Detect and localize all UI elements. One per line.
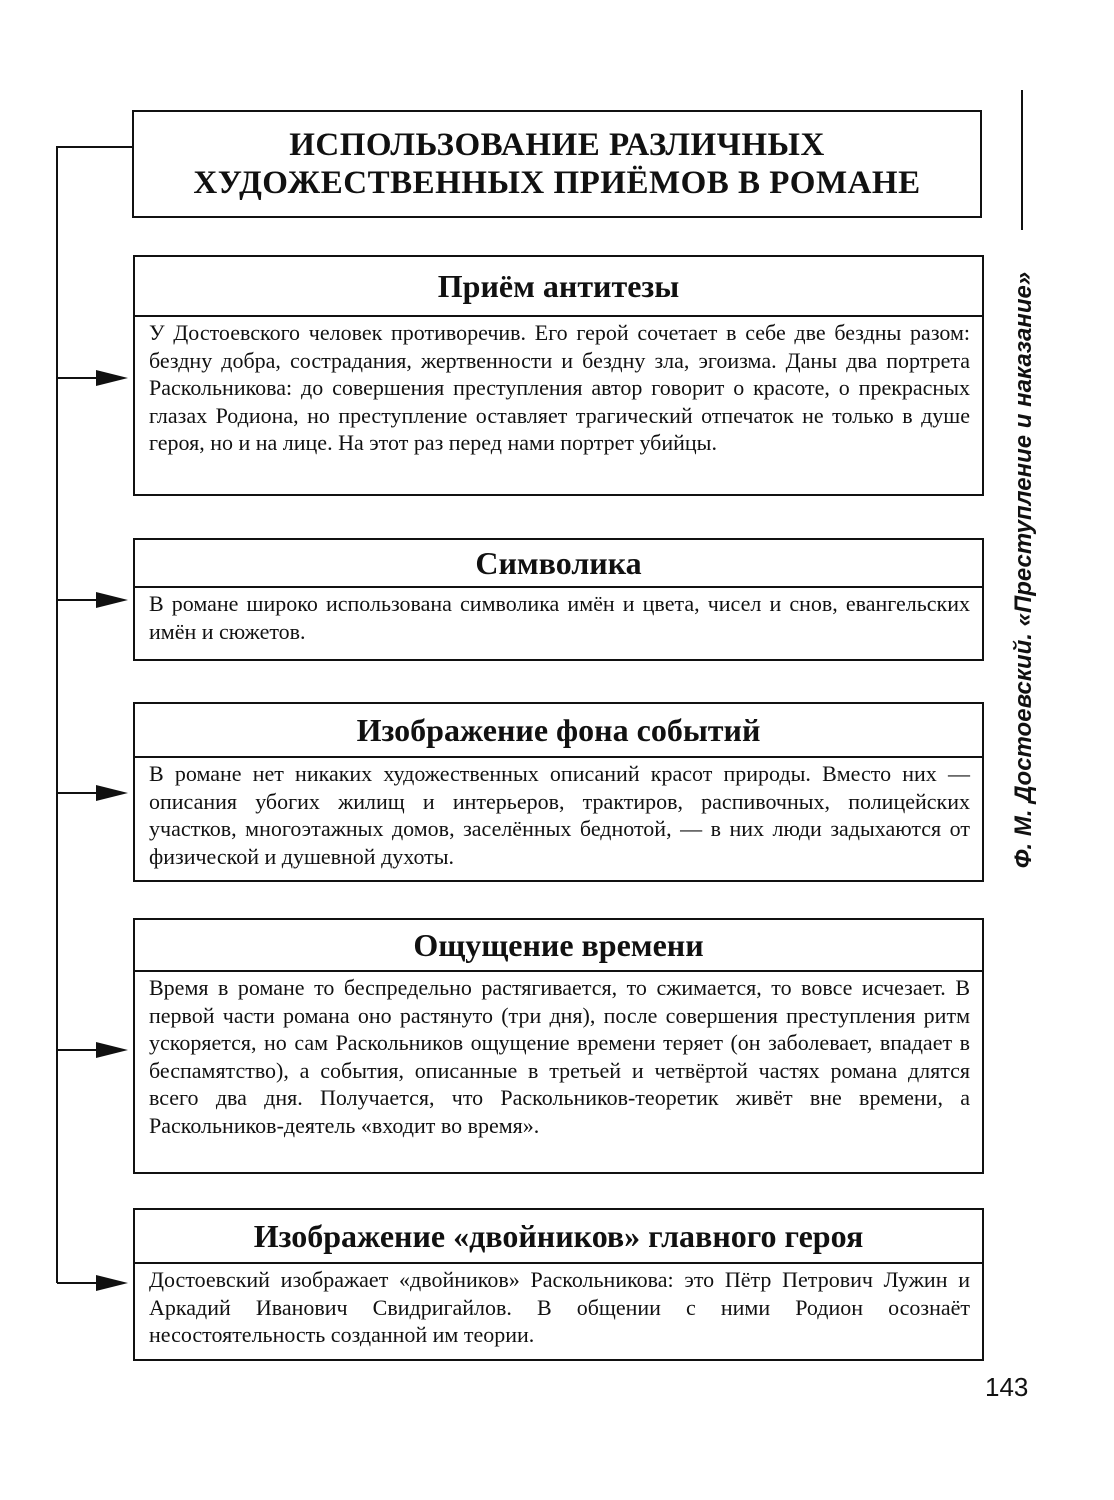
arrow-to-section-5 — [57, 1275, 128, 1291]
section-heading: Изображение «двойников» главного героя — [135, 1210, 982, 1264]
section-sense-of-time — [133, 918, 984, 1174]
section-text: Время в романе то беспредельно растягивается, то сжимается, то вовсе исчезает. В первой части романа оно растянуто (три дня), после совершения преступления ритм ускоряется, но сам Раскольников ощущение времени теряет (он заболевает, впадает в беспамятство), а события, описанные в третьей и четвёртой частях романа длятся всего два дня. Получается, что Раскольников-теоретик живёт вне времени, а Раскольников-деятель «входит во время». — [149, 975, 970, 1138]
diagram-title — [193, 126, 920, 202]
section-text: Достоевский изображает «двойников» Раскольникова: это Пётр Петрович Лужин и Аркадий Иванович Свидригайлов. В общении с ними Родион осознаёт несостоятельность созданной им теории. — [149, 1267, 970, 1347]
section-heading: Приём антитезы — [135, 257, 982, 317]
section-background-of-events — [133, 702, 984, 882]
section-heading: Изображение фона событий — [135, 704, 982, 758]
section-heading: Ощущение времени — [135, 920, 982, 972]
section-heading: Символика — [135, 540, 982, 588]
section-text: В романе широко использована символика имён и цвета, чисел и снов, евангельских имён и сюжетов. — [149, 591, 970, 644]
arrow-to-section-2 — [57, 592, 128, 608]
section-text: В романе нет никаких художественных описаний красот природы. Вместо них — описания убогих жилищ и интерьеров, трактиров, распивочных, полицейских участков, многоэтажных домов, заселённых беднотой, — в них люди задыхаются от физической и душевной духоты. — [149, 761, 970, 869]
side-rule-divider — [1021, 90, 1023, 230]
section-symbolism — [133, 538, 984, 661]
arrow-to-section-3 — [57, 785, 128, 801]
section-text: У Достоевского человек противоречив. Его герой сочетает в себе две бездны разом: бездну добра, сострадания, жертвенности и бездну зла, эгоизма. Даны два портрета Раскольникова: до совершения преступления автор говорит о красоте, о прекрасных глазах Родиона, но преступление оставляет трагический отпечаток не только в душе героя, но и на лице. На этот раз перед нами портрет убийцы. — [149, 320, 970, 455]
section-doubles — [133, 1208, 984, 1361]
side-label-container — [1000, 250, 1048, 890]
arrow-to-section-1 — [57, 370, 128, 386]
page-number: 143 — [985, 1372, 1029, 1402]
diagram-title-box — [132, 110, 982, 218]
arrow-to-section-4 — [57, 1042, 128, 1058]
side-label-running-title: Ф. М. Достоевский. «Преступление и наказание» — [1010, 271, 1037, 869]
section-antithesis — [133, 255, 984, 496]
diagram-title-line-2: ХУДОЖЕСТВЕННЫХ ПРИЁМОВ В РОМАНЕ — [193, 165, 921, 201]
diagram-title-line-1: ИСПОЛЬЗОВАНИЕ РАЗЛИЧНЫХ — [289, 127, 825, 163]
